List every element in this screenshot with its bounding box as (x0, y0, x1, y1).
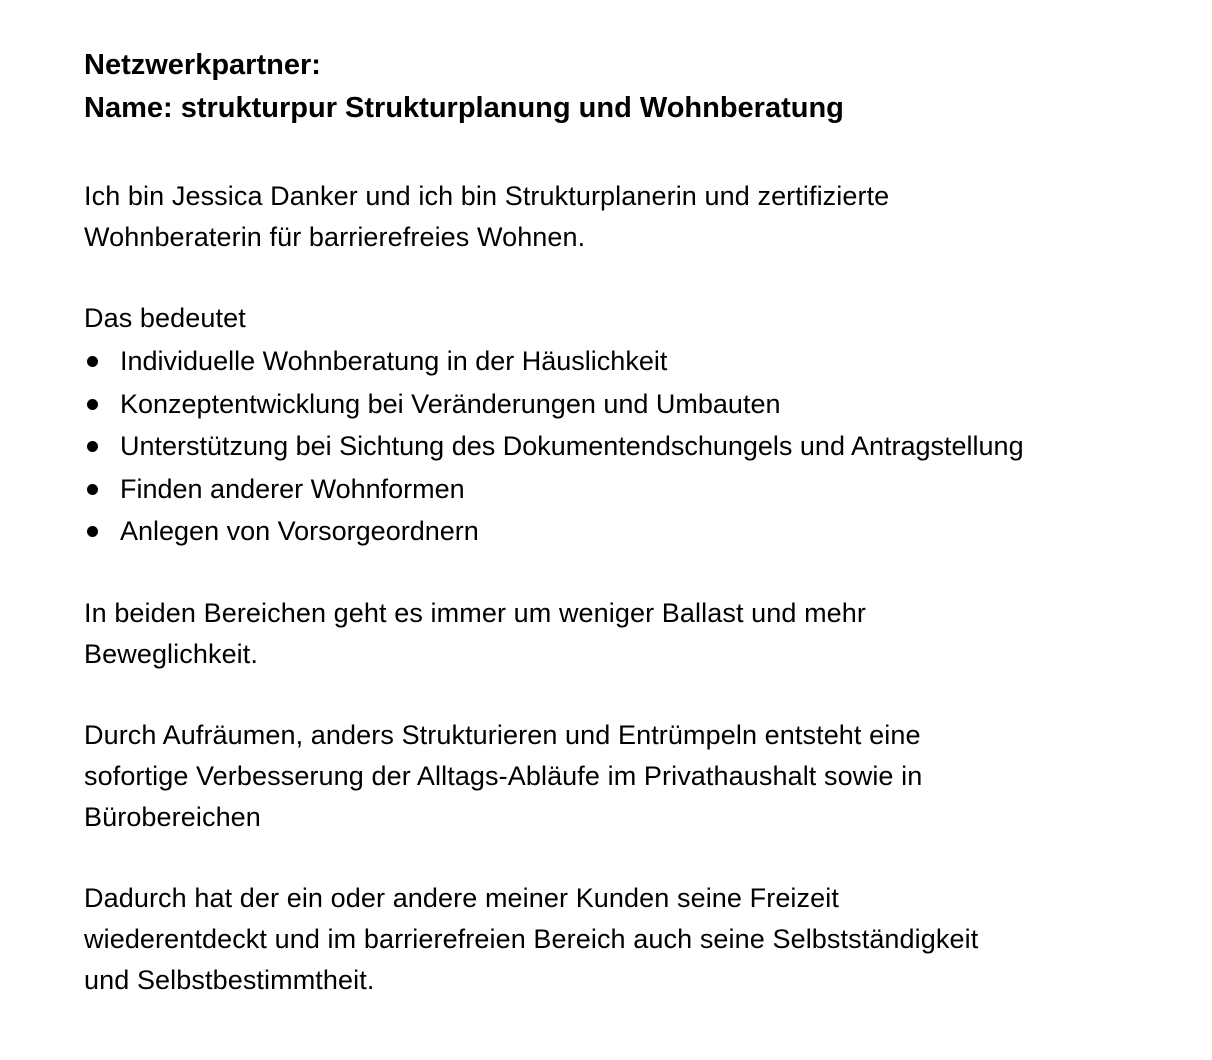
bullet-icon (84, 468, 120, 510)
paragraph-1-line-2: Beweglichkeit. (84, 638, 258, 669)
list-item-text: Individuelle Wohnberatung in der Häuslichkeit (120, 346, 668, 376)
bullet-icon (84, 383, 120, 425)
paragraph-aufraeumen (84, 715, 1184, 838)
list-item-text: Anlegen von Vorsorgeordnern (120, 516, 479, 546)
bullet-icon (84, 510, 120, 552)
heading-line-2: Name: strukturpur Strukturplanung und Wohnberatung (84, 92, 844, 124)
list-item (84, 425, 1184, 468)
list-item (84, 383, 1184, 426)
paragraph-2-line-1: Durch Aufräumen, anders Strukturieren und Entrümpeln entsteht eine (84, 719, 921, 750)
paragraph-3-line-1: Dadurch hat der ein oder andere meiner Kunden seine Freizeit (84, 882, 839, 913)
services-list (84, 340, 1184, 553)
paragraph-1-line-1: In beiden Bereichen geht es immer um weniger Ballast und mehr (84, 597, 867, 628)
intro-line-2: Wohnberaterin für barrierefreies Wohnen. (84, 222, 586, 252)
list-item (84, 510, 1184, 553)
list-item (84, 340, 1184, 383)
document-page (84, 44, 1184, 1001)
page-title (84, 44, 1184, 130)
list-item (84, 468, 1184, 511)
bullet-icon (84, 425, 120, 467)
paragraph-2-line-3: Bürobereichen (84, 801, 261, 832)
list-item-text: Unterstützung bei Sichtung des Dokumentendschungels und Antragstellung (120, 431, 1024, 461)
list-item-text: Konzeptentwicklung bei Veränderungen und Umbauten (120, 388, 781, 419)
bullet-icon (84, 340, 120, 382)
list-item-text: Finden anderer Wohnformen (120, 473, 465, 504)
intro-line-1: Ich bin Jessica Danker und ich bin Strukturplanerin und zertifizierte (84, 181, 890, 211)
paragraph-freizeit (84, 878, 1184, 1001)
list-lead-text: Das bedeutet (84, 303, 246, 333)
paragraph-ballast (84, 593, 1184, 675)
paragraph-2-line-2: sofortige Verbesserung der Alltags-Abläufe im Privathaushalt sowie in (84, 760, 923, 791)
paragraph-3-line-2: wiederentdeckt und im barrierefreien Bereich auch seine Selbstständigkeit (84, 923, 979, 954)
heading-line-1: Netzwerkpartner: (84, 49, 321, 81)
intro-paragraph (84, 176, 1184, 258)
paragraph-3-line-3: und Selbstbestimmtheit. (84, 964, 375, 995)
